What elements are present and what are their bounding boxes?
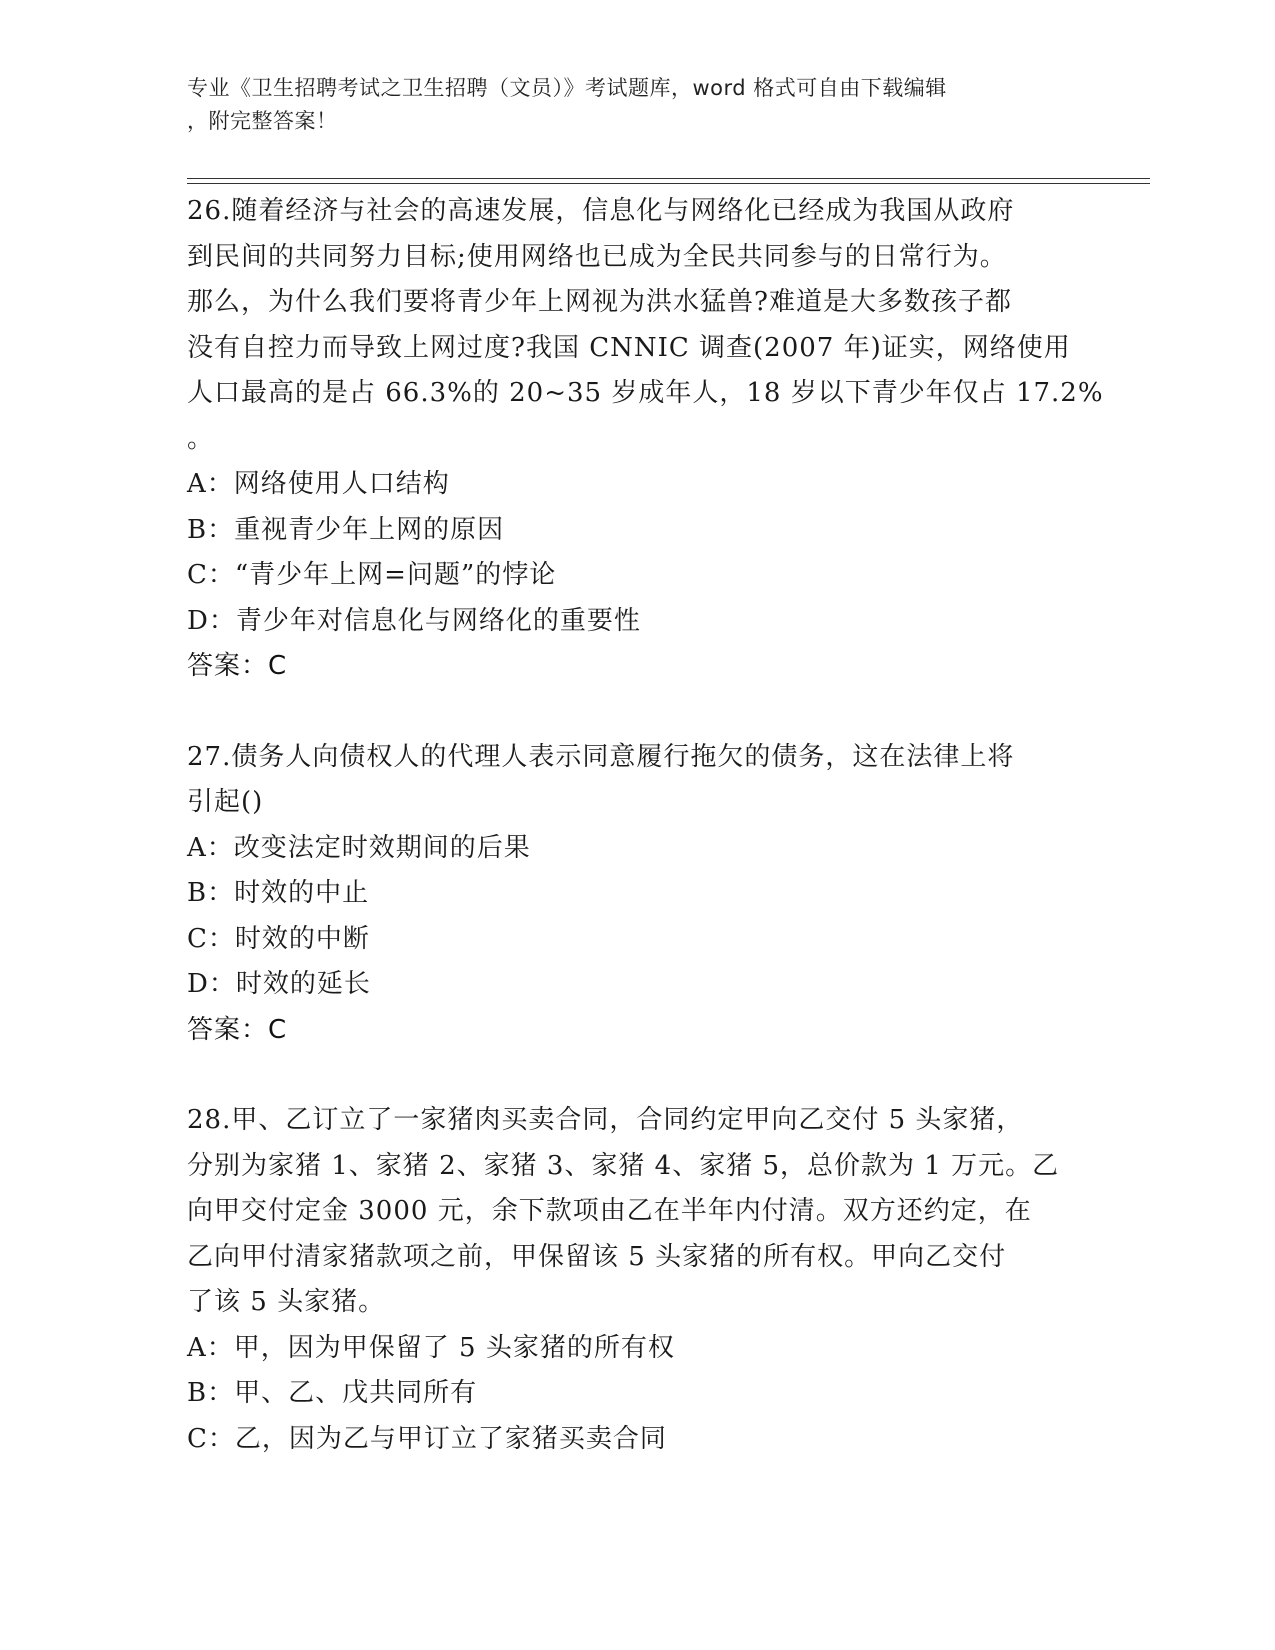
question-text-line: 27.债务人向债权人的代理人表示同意履行拖欠的债务，这在法律上将 bbox=[187, 741, 1015, 772]
option-b: B：时效的中止 bbox=[187, 878, 370, 908]
option-c: C：乙，因为乙与甲订立了家猪买卖合同 bbox=[187, 1423, 667, 1454]
header-divider-top bbox=[187, 178, 1150, 179]
question-list bbox=[187, 189, 1137, 1462]
question-text-line: 没有自控力而导致上网过度?我国 CNNIC 调查(2007 年)证实，网络使用 bbox=[187, 332, 1071, 363]
question-28 bbox=[187, 1098, 1137, 1462]
option-d: D：时效的延长 bbox=[187, 969, 371, 999]
answer-line: 答案：C bbox=[187, 1014, 288, 1045]
header-line-2: ，附完整答案！ bbox=[187, 109, 338, 133]
question-text-line: 人口最高的是占 66.3%的 20~35 岁成年人，18 岁以下青少年仅占 17.2% bbox=[187, 378, 1104, 408]
question-text-line: 到民间的共同努力目标;使用网络也已成为全民共同参与的日常行为。 bbox=[187, 241, 1007, 272]
header-line-1: 专业《卫生招聘考试之卫生招聘（文员）》考试题库，word 格式可自由下载编辑 bbox=[187, 76, 947, 100]
question-spacer bbox=[187, 690, 1137, 735]
question-text-line: 引起() bbox=[187, 787, 264, 817]
question-text-line: 。 bbox=[187, 423, 215, 454]
question-text-line: 乙向甲付清家猪款项之前，甲保留该 5 头家猪的所有权。甲向乙交付 bbox=[187, 1241, 1007, 1272]
question-text-line: 了该 5 头家猪。 bbox=[187, 1287, 386, 1317]
option-a: A：甲，因为甲保留了 5 头家猪的所有权 bbox=[187, 1332, 675, 1363]
question-spacer bbox=[187, 1053, 1137, 1098]
question-text-line: 向甲交付定金 3000 元，余下款项由乙在半年内付清。双方还约定，在 bbox=[187, 1196, 1032, 1226]
option-b: B：甲、乙、戊共同所有 bbox=[187, 1378, 478, 1408]
question-text-line: 26.随着经济与社会的高速发展，信息化与网络化已经成为我国从政府 bbox=[187, 196, 1015, 226]
question-26 bbox=[187, 189, 1137, 690]
page-header bbox=[187, 72, 1087, 138]
option-a: A：网络使用人口结构 bbox=[187, 469, 450, 499]
option-a: A：改变法定时效期间的后果 bbox=[187, 832, 531, 863]
option-c: C：“青少年上网=问题”的悖论 bbox=[187, 560, 557, 590]
option-c: C：时效的中断 bbox=[187, 923, 370, 954]
option-d: D：青少年对信息化与网络化的重要性 bbox=[187, 605, 641, 636]
question-text-line: 28.甲、乙订立了一家猪肉买卖合同，合同约定甲向乙交付 5 头家猪， bbox=[187, 1105, 1024, 1135]
option-b: B：重视青少年上网的原因 bbox=[187, 514, 505, 545]
question-27 bbox=[187, 735, 1137, 1054]
header-divider-bottom bbox=[187, 183, 1150, 184]
answer-line: 答案：C bbox=[187, 651, 288, 681]
question-text-line: 分别为家猪 1、家猪 2、家猪 3、家猪 4、家猪 5，总价款为 1 万元。乙 bbox=[187, 1150, 1060, 1181]
question-text-line: 那么，为什么我们要将青少年上网视为洪水猛兽?难道是大多数孩子都 bbox=[187, 287, 1012, 317]
